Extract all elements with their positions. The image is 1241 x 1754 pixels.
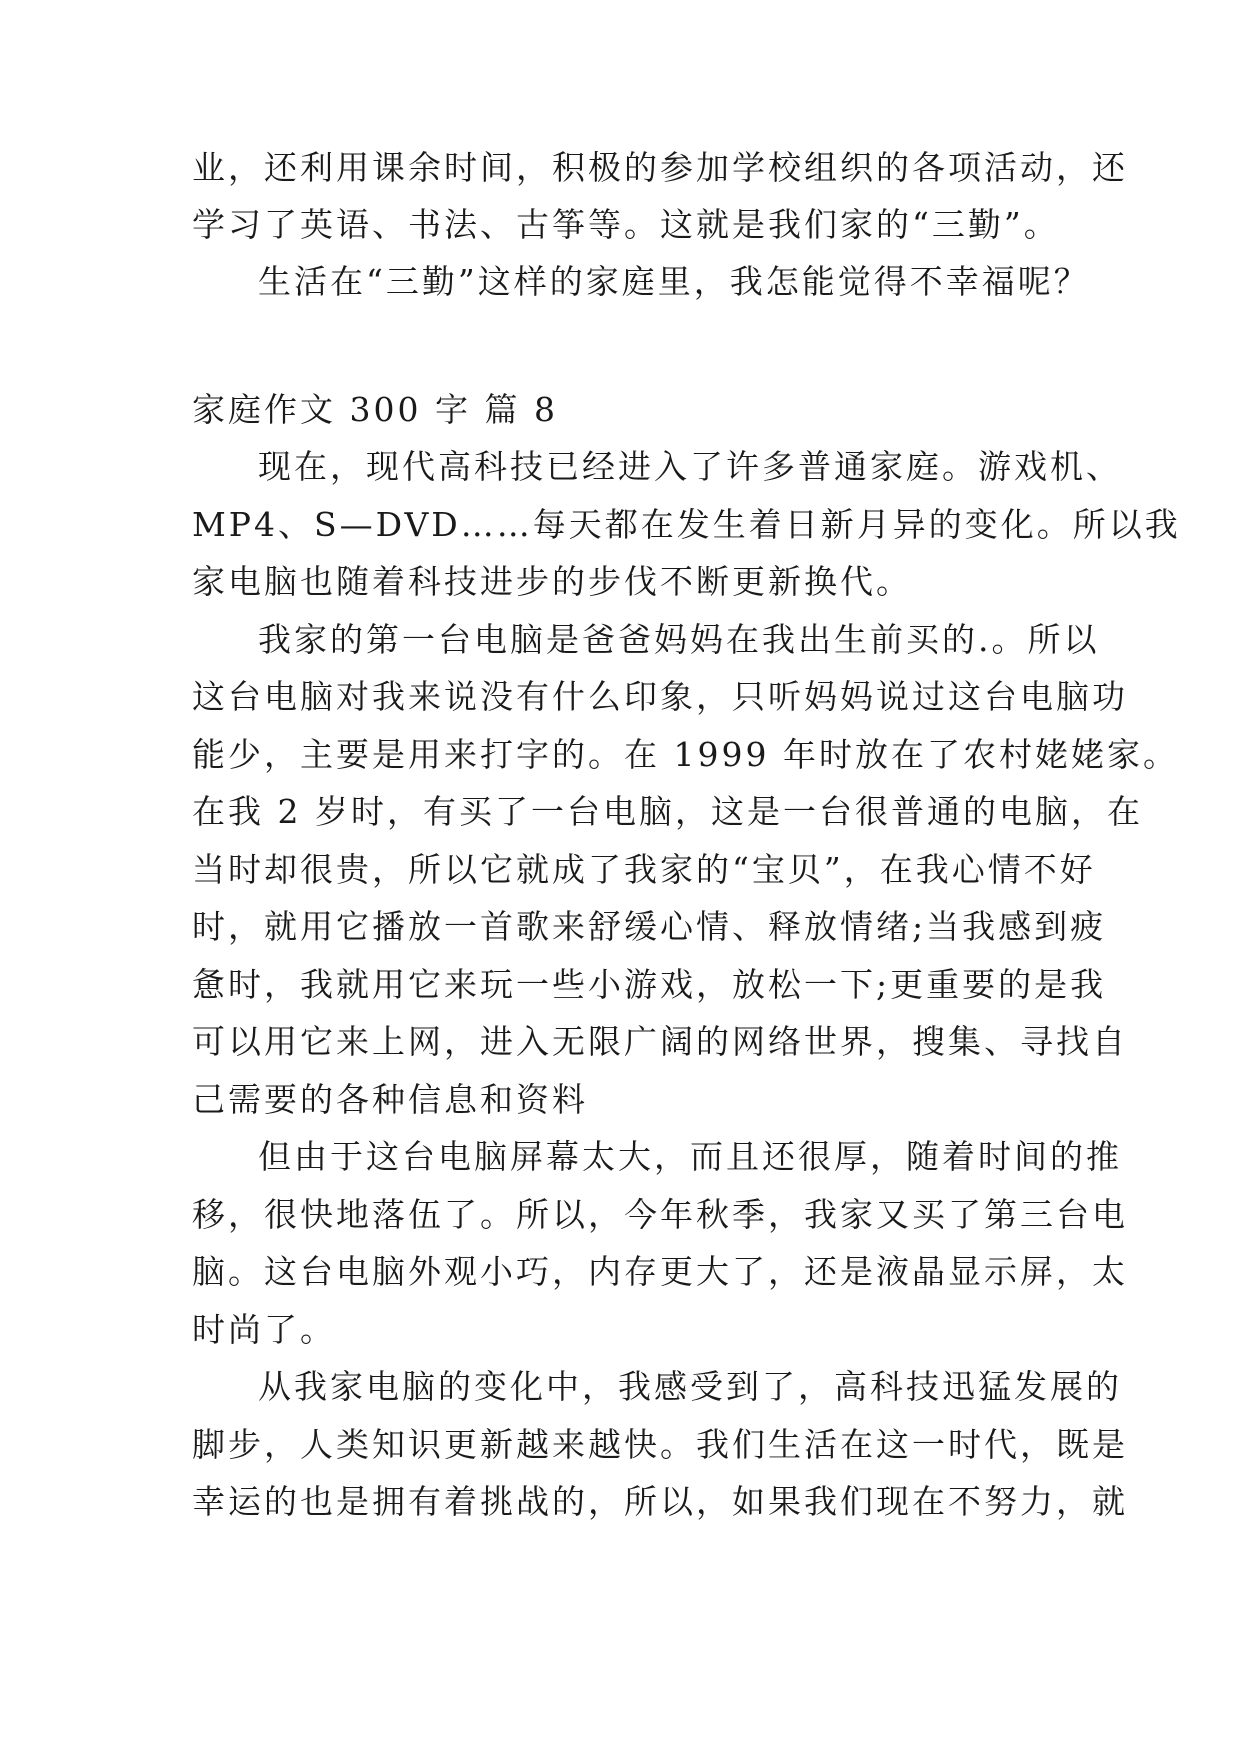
- text-line: 当时却很贵，所以它就成了我家的“宝贝”，在我心情不好: [192, 850, 1096, 889]
- text-line: 生活在“三勤”这样的家庭里，我怎能觉得不幸福呢？: [258, 262, 1090, 301]
- text-line: 在我 2 岁时，有买了一台电脑，这是一台很普通的电脑，在: [192, 792, 1143, 831]
- text-line: 惫时，我就用它来玩一些小游戏，放松一下;更重要的是我: [192, 965, 1107, 1004]
- text-line: 家电脑也随着科技进步的步伐不断更新换代。: [192, 562, 912, 601]
- text-line: 己需要的各种信息和资料: [192, 1080, 588, 1119]
- text-line: 幸运的也是拥有着挑战的，所以，如果我们现在不努力，就: [192, 1482, 1128, 1521]
- text-line: 从我家电脑的变化中，我感受到了，高科技迅猛发展的: [258, 1367, 1122, 1406]
- text-line: 脑。这台电脑外观小巧，内存更大了，还是液晶显示屏，太: [192, 1252, 1128, 1291]
- text-line: 这台电脑对我来说没有什么印象，只听妈妈说过这台电脑功: [192, 677, 1128, 716]
- section-heading: 家庭作文 300 字 篇 8: [192, 390, 558, 429]
- text-line: 业，还利用课余时间，积极的参加学校组织的各项活动，还: [192, 148, 1128, 187]
- text-line: 我家的第一台电脑是爸爸妈妈在我出生前买的.。所以: [258, 620, 1100, 659]
- text-line: 学习了英语、书法、古筝等。这就是我们家的“三勤”。: [192, 205, 1060, 244]
- text-line: 能少，主要是用来打字的。在 1999 年时放在了农村姥姥家。: [192, 735, 1179, 774]
- text-line: 时，就用它播放一首歌来舒缓心情、释放情绪;当我感到疲: [192, 907, 1107, 946]
- text-line: MP4、S—DVD……每天都在发生着日新月异的变化。所以我: [192, 505, 1181, 544]
- text-line: 现在，现代高科技已经进入了许多普通家庭。游戏机、: [258, 447, 1122, 486]
- text-line: 时尚了。: [192, 1310, 336, 1349]
- text-line: 可以用它来上网，进入无限广阔的网络世界，搜集、寻找自: [192, 1022, 1128, 1061]
- text-line: 移，很快地落伍了。所以，今年秋季，我家又买了第三台电: [192, 1195, 1128, 1234]
- text-line: 脚步，人类知识更新越来越快。我们生活在这一时代，既是: [192, 1425, 1128, 1464]
- text-line: 但由于这台电脑屏幕太大，而且还很厚，随着时间的推: [258, 1137, 1122, 1176]
